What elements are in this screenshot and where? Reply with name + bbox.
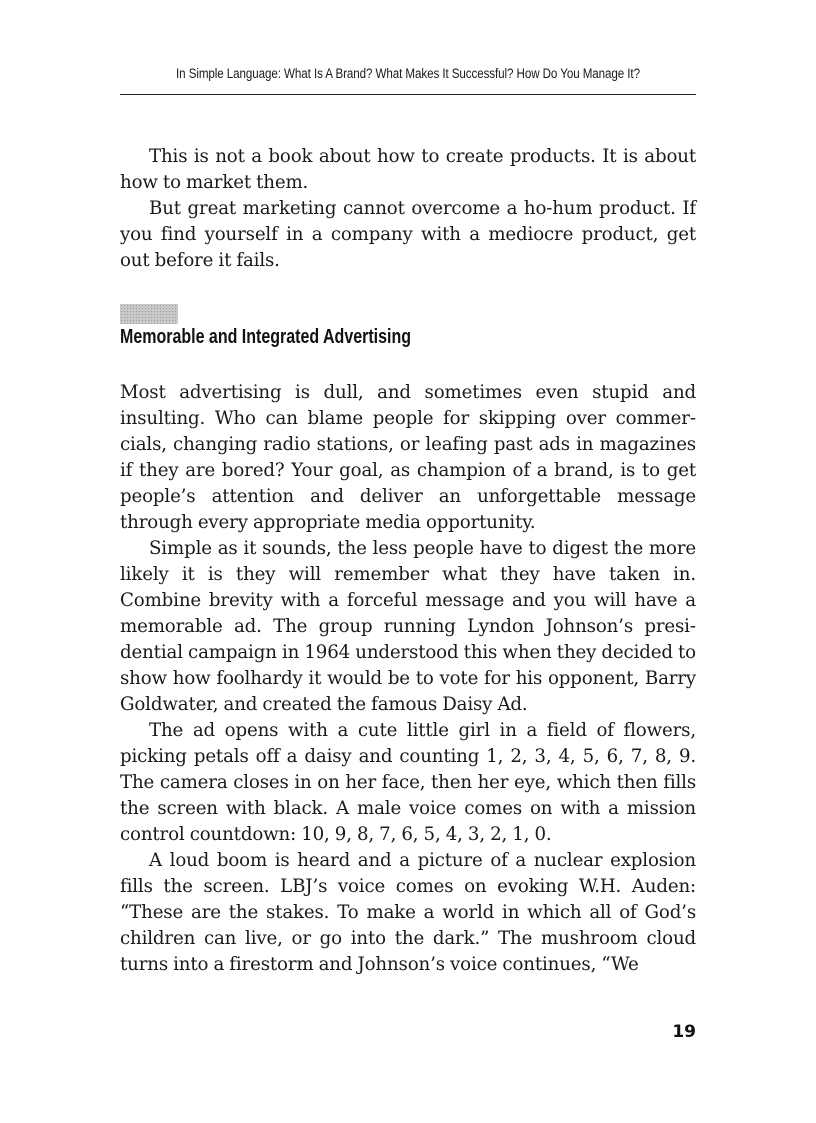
- header-rule: [120, 94, 696, 95]
- page-number: 19: [672, 1022, 696, 1042]
- section-text: [120, 380, 696, 978]
- section-paragraph-3: The ad opens with a cute little girl in a field of flowers, picking petals off a daisy and counting 1, 2, 3, 4, 5, 6, 7, 8, 9. The camera closes in on her face, then her eye, which then fills the screen with black. A male voice comes on with a mission control countdown: 10, 9, 8, 7, 6, 5, 4, 3, 2, 1, 0.: [120, 720, 696, 845]
- section-heading: Memorable and Integrated Advertising: [120, 326, 412, 348]
- running-header: In Simple Language: What Is A Brand? What Makes It Successful? How Do You Manage It?: [176, 66, 640, 81]
- intro-paragraph-1: This is not a book about how to create products. It is about how to market them.: [120, 146, 696, 193]
- section-paragraph-2: Simple as it sounds, the less people have to digest the more likely it is they will remember what they have taken in. Combine brevity with a forceful message and you will have a memorable ad. The group running Lyndon Johnson’s presidential campaign in 1964 understood this when they decided to show how foolhardy it would be to vote for his opponent, Barry Goldwater, and created the famous Daisy Ad.: [120, 538, 696, 715]
- section-paragraph-1: Most advertising is dull, and sometimes even stupid and insulting. Who can blame people for skipping over commercials, changing radio stations, or leafing past ads in magazines if they are bored? Your goal, as champion of a brand, is to get people’s attention and deliver an unforgettable message through every appropriate media opportunity.: [120, 382, 696, 533]
- section-paragraph-4: A loud boom is heard and a picture of a nuclear explosion fills the screen. LBJ’s voice comes on evoking W.H. Auden: “These are the stakes. To make a world in which all of God’s children can live, or go into the dark.” The mushroom cloud turns into a firestorm and Johnson’s voice continues, “We: [120, 850, 696, 975]
- intro-paragraph-2: But great marketing cannot overcome a ho-hum product. If you find yourself in a company with a mediocre product, get out before it fails.: [120, 198, 696, 271]
- section-marker-bar: [120, 304, 178, 324]
- intro-text: [120, 144, 696, 274]
